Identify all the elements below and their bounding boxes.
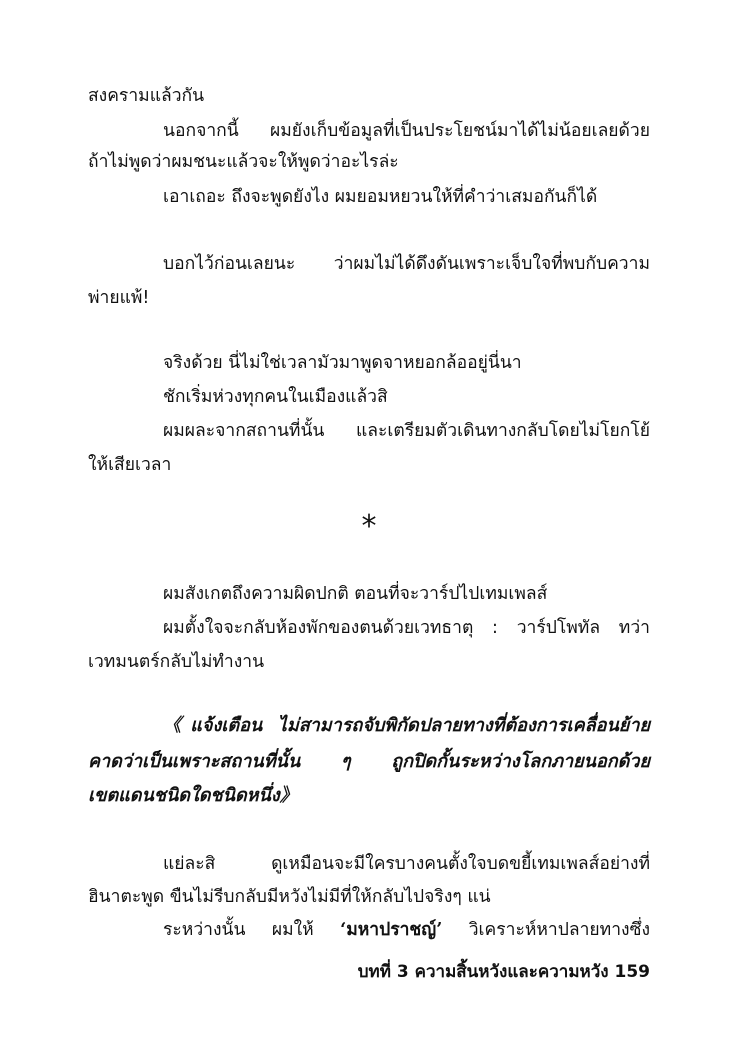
text-segment: วิเคราะห์หาปลายทางซึ่ง [442, 920, 650, 940]
text-line: นอกจากนี้ ผมยังเก็บข้อมูลที่เป็นประโยชน์มาได้ไม่น้อยเลยด้วย [163, 121, 650, 141]
text-line [163, 918, 650, 942]
text-line: เอาเถอะ ถึงจะพูดยังไง ผมยอมหยวนให้ที่คำว่าเสมอกันก็ได้ [163, 187, 598, 207]
text-line: เวทมนตร์กลับไม่ทำงาน [88, 652, 265, 672]
text-line: ผมตั้งใจจะกลับห้องพักของตนด้วยเวทธาตุ : วาร์ปโพทัล ทว่า [163, 618, 650, 638]
text-line: ชักเริ่มห่วงทุกคนในเมืองแล้วสิ [163, 387, 388, 407]
page-footer: บทที่ 3 ความสิ้นหวังและความหวัง 159 [357, 962, 650, 982]
text-line: แย่ละสิ ดูเหมือนจะมีใครบางคนตั้งใจบดขยี้เทมเพลส์อย่างที่ [163, 854, 650, 874]
text-line: ผมสังเกตถึงความผิดปกติ ตอนที่จะวาร์ปไปเทมเพลส์ [163, 584, 548, 604]
text-segment: ระหว่างนั้น ผมให้ [163, 920, 341, 940]
text-line: สงครามแล้วกัน [88, 86, 205, 106]
system-notice-line: เขตแดนชนิดใดชนิดหนึ่ง》 [88, 785, 298, 806]
text-line: จริงด้วย นี่ไม่ใช่เวลามัวมาพูดจาหยอกล้ออยู่นี่นา [163, 353, 522, 373]
skill-name: ‘มหาปราชญ์’ [340, 920, 443, 940]
text-line: ถ้าไม่พูดว่าผมชนะแล้วจะให้พูดว่าอะไรล่ะ [88, 152, 399, 172]
system-notice-line: 《แจ้งเตือน ไม่สามารถจับพิกัดปลายทางที่ต้องการเคลื่อนย้าย [163, 715, 650, 736]
system-notice-line: คาดว่าเป็นเพราะสถานที่นั้น ๆ ถูกปิดกั้นระหว่างโลกภายนอกด้วย [88, 751, 650, 772]
text-line: ฮินาตะพูด ขืนไม่รีบกลับมีหวังไม่มีที่ให้กลับไปจริงๆ แน่ [88, 887, 491, 907]
text-line: ผมผละจากสถานที่นั้น และเตรียมตัวเดินทางกลับโดยไม่โยกโย้ [163, 421, 650, 441]
section-separator: * [361, 509, 377, 544]
text-line: บอกไว้ก่อนเลยนะ ว่าผมไม่ได้ดึงดันเพราะเจ็บใจที่พบกับความ [163, 254, 650, 274]
text-line: พ่ายแพ้! [88, 288, 150, 308]
text-line: ให้เสียเวลา [88, 455, 172, 475]
